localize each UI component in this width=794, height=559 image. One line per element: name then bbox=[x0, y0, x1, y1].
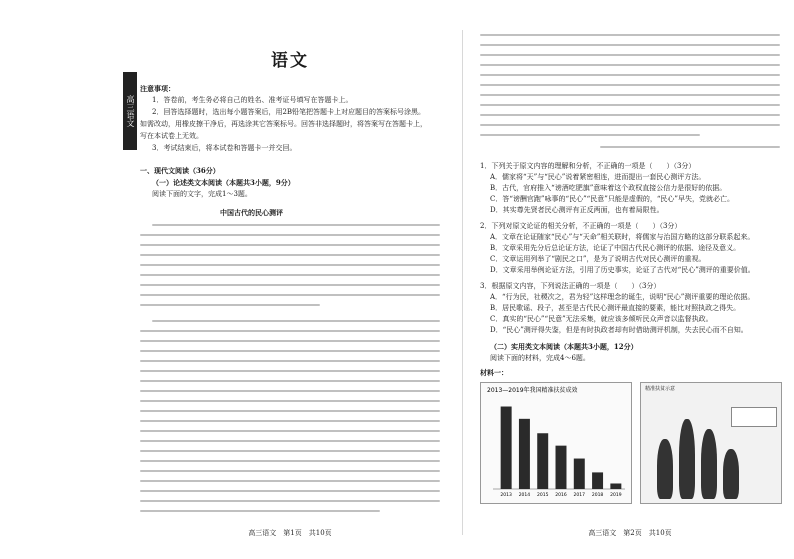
chart-bar bbox=[537, 433, 548, 489]
article-text-line bbox=[140, 440, 440, 442]
subsection-note: 阅读下面的文字，完成1～3题。 bbox=[152, 190, 252, 198]
illustration-legend-box bbox=[731, 407, 777, 427]
article-source-line bbox=[600, 146, 780, 148]
article-text-line bbox=[140, 400, 440, 402]
q1-option: B．古代，官府推入“谤酒吃肥旗”意味着这个政权直接公信力是很好的依据。 bbox=[490, 184, 727, 192]
right-page bbox=[480, 28, 780, 538]
article-text-line bbox=[480, 64, 780, 66]
question-1: 1．下列关于原文内容的理解和分析，不正确的一项是（ ）（3分） bbox=[480, 162, 696, 170]
illustration-shape bbox=[701, 429, 717, 499]
article-text-line bbox=[140, 460, 440, 462]
q1-option: C．答“谤酬官跑”咏事的“民心”“民意”只能是虚假的，“民心”早失，党就必亡。 bbox=[490, 195, 734, 203]
note-line: 1．答卷前，考生务必将自己的姓名、准考证号填写在答题卡上。 bbox=[152, 96, 353, 104]
chart-tick-labels bbox=[500, 492, 621, 498]
chart-tick-label: 2013 bbox=[500, 493, 512, 498]
illustration-shape bbox=[679, 419, 695, 499]
chart-tick-label: 2019 bbox=[610, 493, 622, 498]
chart-tick-label: 2015 bbox=[536, 493, 549, 498]
note-line: 3．考试结束后，将本试卷和答题卡一并交回。 bbox=[152, 144, 297, 152]
page-footer: 高三语文 第2页 共10页 bbox=[588, 529, 672, 537]
illustration-title: 精准扶贫示意 bbox=[645, 386, 676, 392]
chart-tick-label: 2014 bbox=[518, 493, 531, 498]
q2-option: B．文章采用先分后总论证方法，论证了中国古代民心测评的依据、途径及意义。 bbox=[490, 244, 741, 252]
illustration-shape bbox=[723, 449, 739, 499]
article-text-line bbox=[140, 500, 440, 502]
chart-bars bbox=[501, 407, 622, 489]
left-page bbox=[140, 28, 440, 538]
article-text-line bbox=[140, 264, 440, 266]
material-label: 材料一： bbox=[480, 368, 508, 377]
q1-option: D．其实尊先贤者民心测评有正反两面，也有着局限性。 bbox=[490, 206, 664, 214]
section-heading: 一、现代文阅读（36分） bbox=[140, 166, 220, 175]
q3-option: A．“行为民，社稷次之，君为轻”这样理念的诞生，说明“民心”测评重要的理论依据。 bbox=[490, 293, 755, 301]
page-divider bbox=[462, 30, 463, 535]
article-text-line bbox=[480, 94, 780, 96]
note-line: 如需改动，用橡皮擦干净后，再选涂其它答案标号。回答非选择题时，将答案写在答题卡上， bbox=[140, 120, 427, 128]
article-text-line bbox=[140, 284, 440, 286]
subsection-note: 阅读下面的材料，完成4～6题。 bbox=[490, 354, 590, 362]
chart-bar bbox=[519, 419, 530, 489]
question-2: 2．下列对原文论证的相关分析，不正确的一项是（ ）（3分） bbox=[480, 222, 682, 230]
chart-bar bbox=[592, 472, 603, 489]
article-text-line bbox=[140, 470, 440, 472]
illustration bbox=[640, 382, 782, 504]
article-text-line bbox=[140, 330, 440, 332]
subsection-heading: （一）论述类文本阅读（本题共3小题，9分） bbox=[152, 178, 295, 187]
chart-bar bbox=[501, 407, 512, 489]
chart-bar bbox=[574, 459, 585, 489]
article-text-line bbox=[152, 320, 440, 322]
side-tag: 高三语文 bbox=[123, 72, 137, 150]
q3-option: B．居民歌谣、段子，甚至是古代民心测评最直接的要素，能比对照执政之得失。 bbox=[490, 304, 741, 312]
article-text-line bbox=[140, 340, 440, 342]
chart-tick-label: 2017 bbox=[573, 493, 586, 498]
article-text-line bbox=[140, 304, 320, 306]
article-text-line bbox=[140, 370, 440, 372]
subsection-heading: （二）实用类文本阅读（本题共3小题，12分） bbox=[490, 342, 638, 351]
article-text-line bbox=[140, 254, 440, 256]
article-text-line bbox=[480, 54, 780, 56]
article-text-line bbox=[480, 124, 780, 126]
q2-option: C．文章运用列举了“剧民之口”，是为了说明古代对民心测评的重视。 bbox=[490, 255, 706, 263]
article-text-line bbox=[140, 410, 440, 412]
poverty-bar-chart bbox=[480, 382, 632, 504]
article-text-line bbox=[140, 234, 440, 236]
article-text-line bbox=[140, 360, 440, 362]
article-text-line bbox=[140, 430, 440, 432]
q2-option: A．文章在论证随家“民心”与“天命”相关联时，将儒家与治国方略的这部分联系起来。 bbox=[490, 233, 755, 241]
article-text-line bbox=[140, 450, 440, 452]
article-text-line bbox=[480, 104, 780, 106]
article-text-line bbox=[480, 114, 780, 116]
chart-tick-label: 2016 bbox=[555, 493, 567, 498]
article-text-line bbox=[480, 44, 780, 46]
chart-tick-label: 2018 bbox=[591, 493, 604, 498]
illustration-shape bbox=[657, 439, 673, 499]
q3-option: C．真实的“民心”“民意”无法采集，就应该多倾听民众声音以监督执政。 bbox=[490, 315, 713, 323]
note-line: 写在本试卷上无效。 bbox=[140, 132, 203, 140]
q2-option: D．文章采用举例论证方法，引用了历史事实，论证了古代对“民心”测评的重要价值。 bbox=[490, 266, 755, 274]
article-text-line bbox=[140, 480, 440, 482]
page-footer: 高三语文 第1页 共10页 bbox=[248, 529, 332, 537]
notes-heading: 注意事项： bbox=[140, 84, 175, 93]
chart-title: 2013—2019年我国精准扶贫成效 bbox=[487, 387, 578, 394]
article-text-line bbox=[480, 134, 700, 136]
chart-bar bbox=[610, 483, 621, 489]
article-text-line bbox=[140, 244, 440, 246]
article-text-line bbox=[140, 380, 440, 382]
article-text-line bbox=[140, 390, 440, 392]
article-text-line bbox=[480, 34, 780, 36]
article-text-line bbox=[140, 294, 440, 296]
note-line: 2．回答选择题时，选出每小题答案后，用2B铅笔把答题卡上对应题目的答案标号涂黑。 bbox=[152, 108, 426, 116]
q3-option: D．“民心”测评得失鉴，但是有时执政者却有时借助测评机制，失去民心而不自知。 bbox=[490, 326, 748, 334]
page-title: 语文 bbox=[271, 51, 309, 71]
article-text-line bbox=[480, 74, 780, 76]
article-text-line bbox=[140, 420, 440, 422]
article-text-line bbox=[480, 84, 780, 86]
article-text-line bbox=[140, 510, 380, 512]
article-title: 中国古代的民心测评 bbox=[220, 208, 283, 217]
article-text-line bbox=[152, 224, 440, 226]
article-text-line bbox=[140, 274, 440, 276]
article-text-line bbox=[140, 350, 440, 352]
q1-option: A．儒家将“天”与“民心”说着紧密相连，进而提出一套民心测评方法。 bbox=[490, 173, 706, 181]
question-3: 3．根据原文内容，下列说法正确的一项是（ ）（3分） bbox=[480, 282, 661, 290]
article-text-line bbox=[140, 490, 440, 492]
chart-bar bbox=[556, 446, 567, 489]
